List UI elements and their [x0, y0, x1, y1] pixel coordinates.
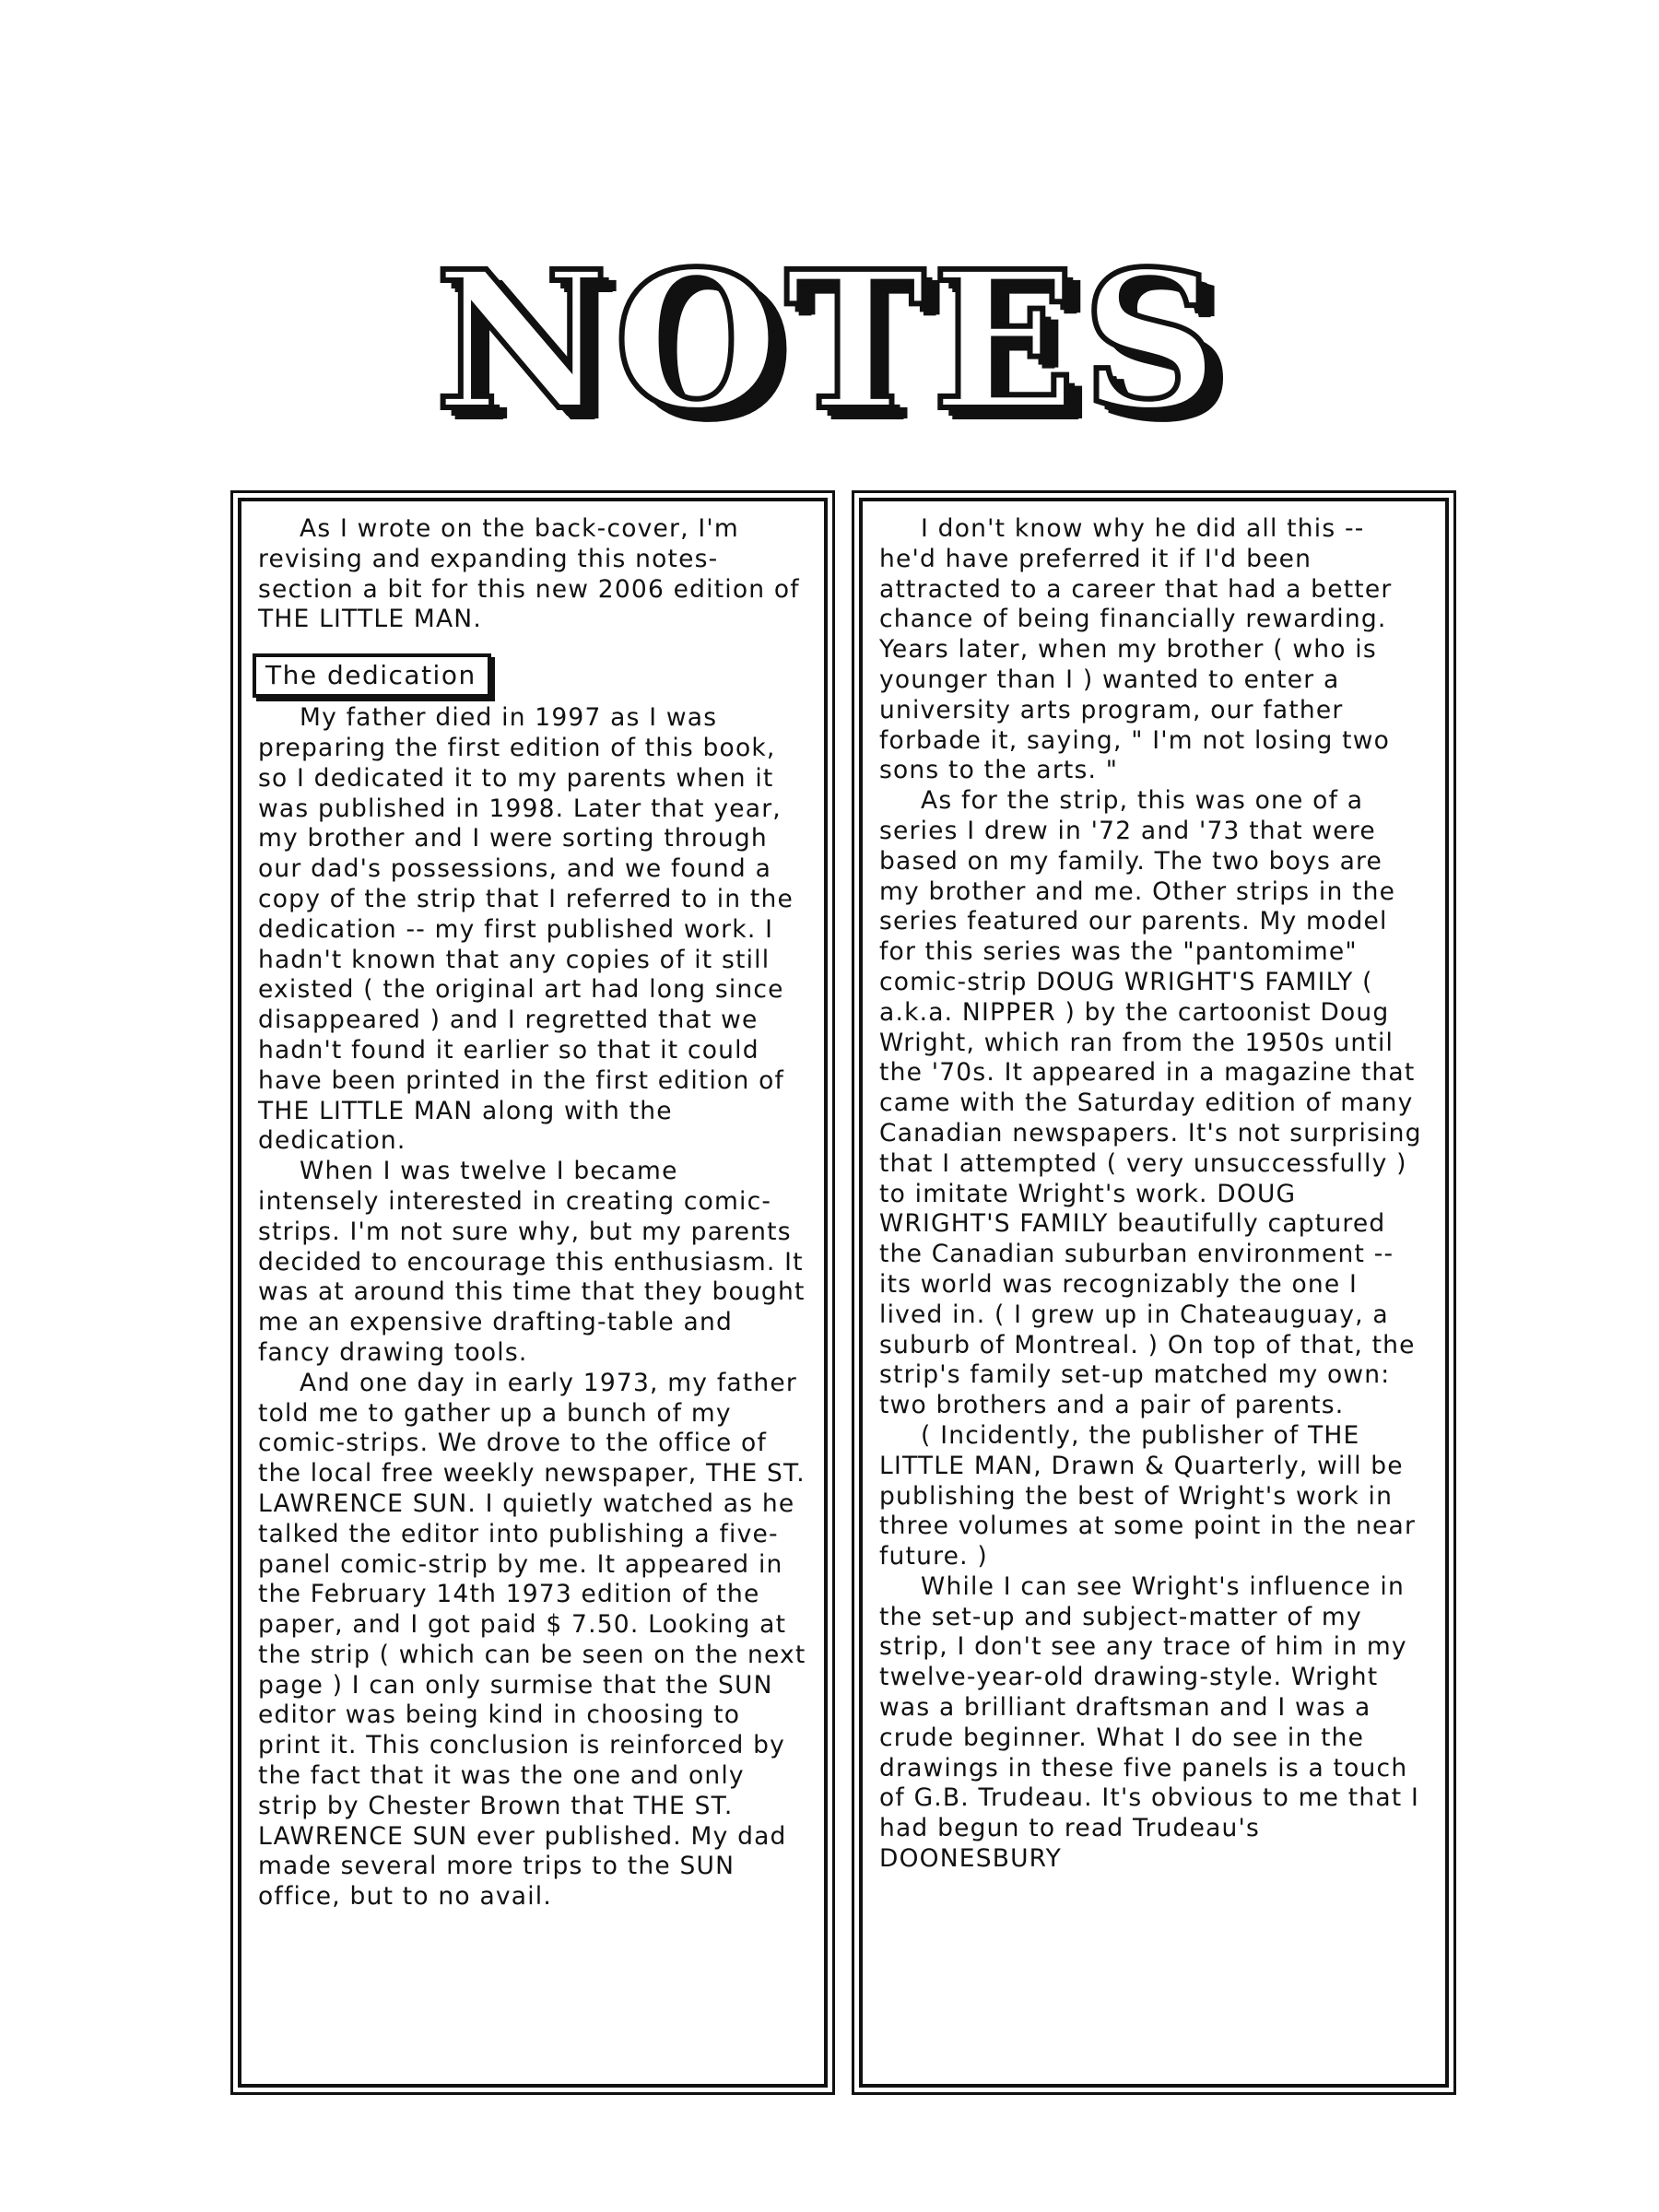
- body-paragraph: I don't know why he did all this -- he'd have preferred it if I'd been attracted to a career that had a better chance of being financially rewarding. Years later, when my brother ( who is younger than I ) wanted to enter a university arts program, our father forbade it, saying, " I'm not losing two sons to the arts. ": [879, 514, 1393, 785]
- body-paragraph: As for the strip, this was one of a series I drew in '72 and '73 that were based on my family. The two boys are my brother and me. Other strips in the series featured our parents. My model for this series was the "pantomime" comic-strip DOUG WRIGHT'S FAMILY ( a.k.a. NIPPER ) by the cartoonist Doug Wright, which ran from the 1950s until the '70s. It appeared in a magazine that came with the Saturday edition of many Canadian newspapers. It's not surprising that I attempted ( very unsuccessfully ) to imitate Wright's work. DOUG WRIGHT'S FAMILY beautifully captured the Canadian suburban environment -- its world was recognizably the one I lived in. ( I grew up in Chateauguay, a suburb of Montreal. ) On top of that, the strip's family set-up matched my own: two brothers and a pair of parents.: [879, 786, 1422, 1420]
- section-heading-dedication: The dedication: [253, 653, 491, 698]
- body-paragraph: And one day in early 1973, my father told me to gather up a bunch of my comic-strips. We drove to the office of the local free weekly newspaper, THE ST. LAWRENCE SUN. I quietly watched as he talked the editor into publishing a five-panel comic-strip by me. It appeared in the February 14th 1973 edition of the paper, and I got paid $ 7.50. Looking at the strip ( which can be seen on the next page ) I can only surmise that the SUN editor was being kind in choosing to print it. This conclusion is reinforced by the fact that it was the one and only strip by Chester Brown that THE ST. LAWRENCE SUN ever published. My dad made several more trips to the SUN office, but to no avail.: [258, 1368, 806, 1912]
- body-paragraph: While I can see Wright's influence in the set-up and subject-matter of my strip, I don't see any trace of him in my twelve-year-old drawing-style. Wright was a brilliant draftsman and I was a crude beginner. What I do see in the drawings in these five panels is a touch of G.B. Trudeau. It's obvious to me that I had begun to read Trudeau's DOONESBURY: [879, 1571, 1420, 1874]
- body-paragraph: ( Incidently, the publisher of THE LITTLE MAN, Drawn & Quarterly, will be publishing the best of Wright's work in three volumes at some point in the near future. ): [879, 1420, 1417, 1571]
- notes-column-left: [238, 498, 828, 2088]
- page-title: NOTES: [434, 229, 1225, 453]
- notes-column-right: [859, 498, 1449, 2088]
- intro-paragraph: As I wrote on the back-cover, I'm revising and expanding this notes-section a bit for this new 2006 edition of THE LITTLE MAN.: [258, 514, 800, 634]
- body-paragraph: My father died in 1997 as I was preparing the first edition of this book, so I dedicated it to my parents when it was published in 1998. Later that year, my brother and I were sorting through our dad's possessions, and we found a copy of the strip that I referred to in the dedication -- my first published work. I hadn't known that any copies of it still existed ( the original art had long since disappeared ) and I regretted that we hadn't found it earlier so that it could have been printed in the first edition of THE LITTLE MAN along with the dedication.: [258, 703, 794, 1156]
- body-paragraph: When I was twelve I became intensely interested in creating comic-strips. I'm not sure why, but my parents decided to encourage this enthusiasm. It was at around this time that they bought me an expensive drafting-table and fancy drawing tools.: [258, 1157, 806, 1367]
